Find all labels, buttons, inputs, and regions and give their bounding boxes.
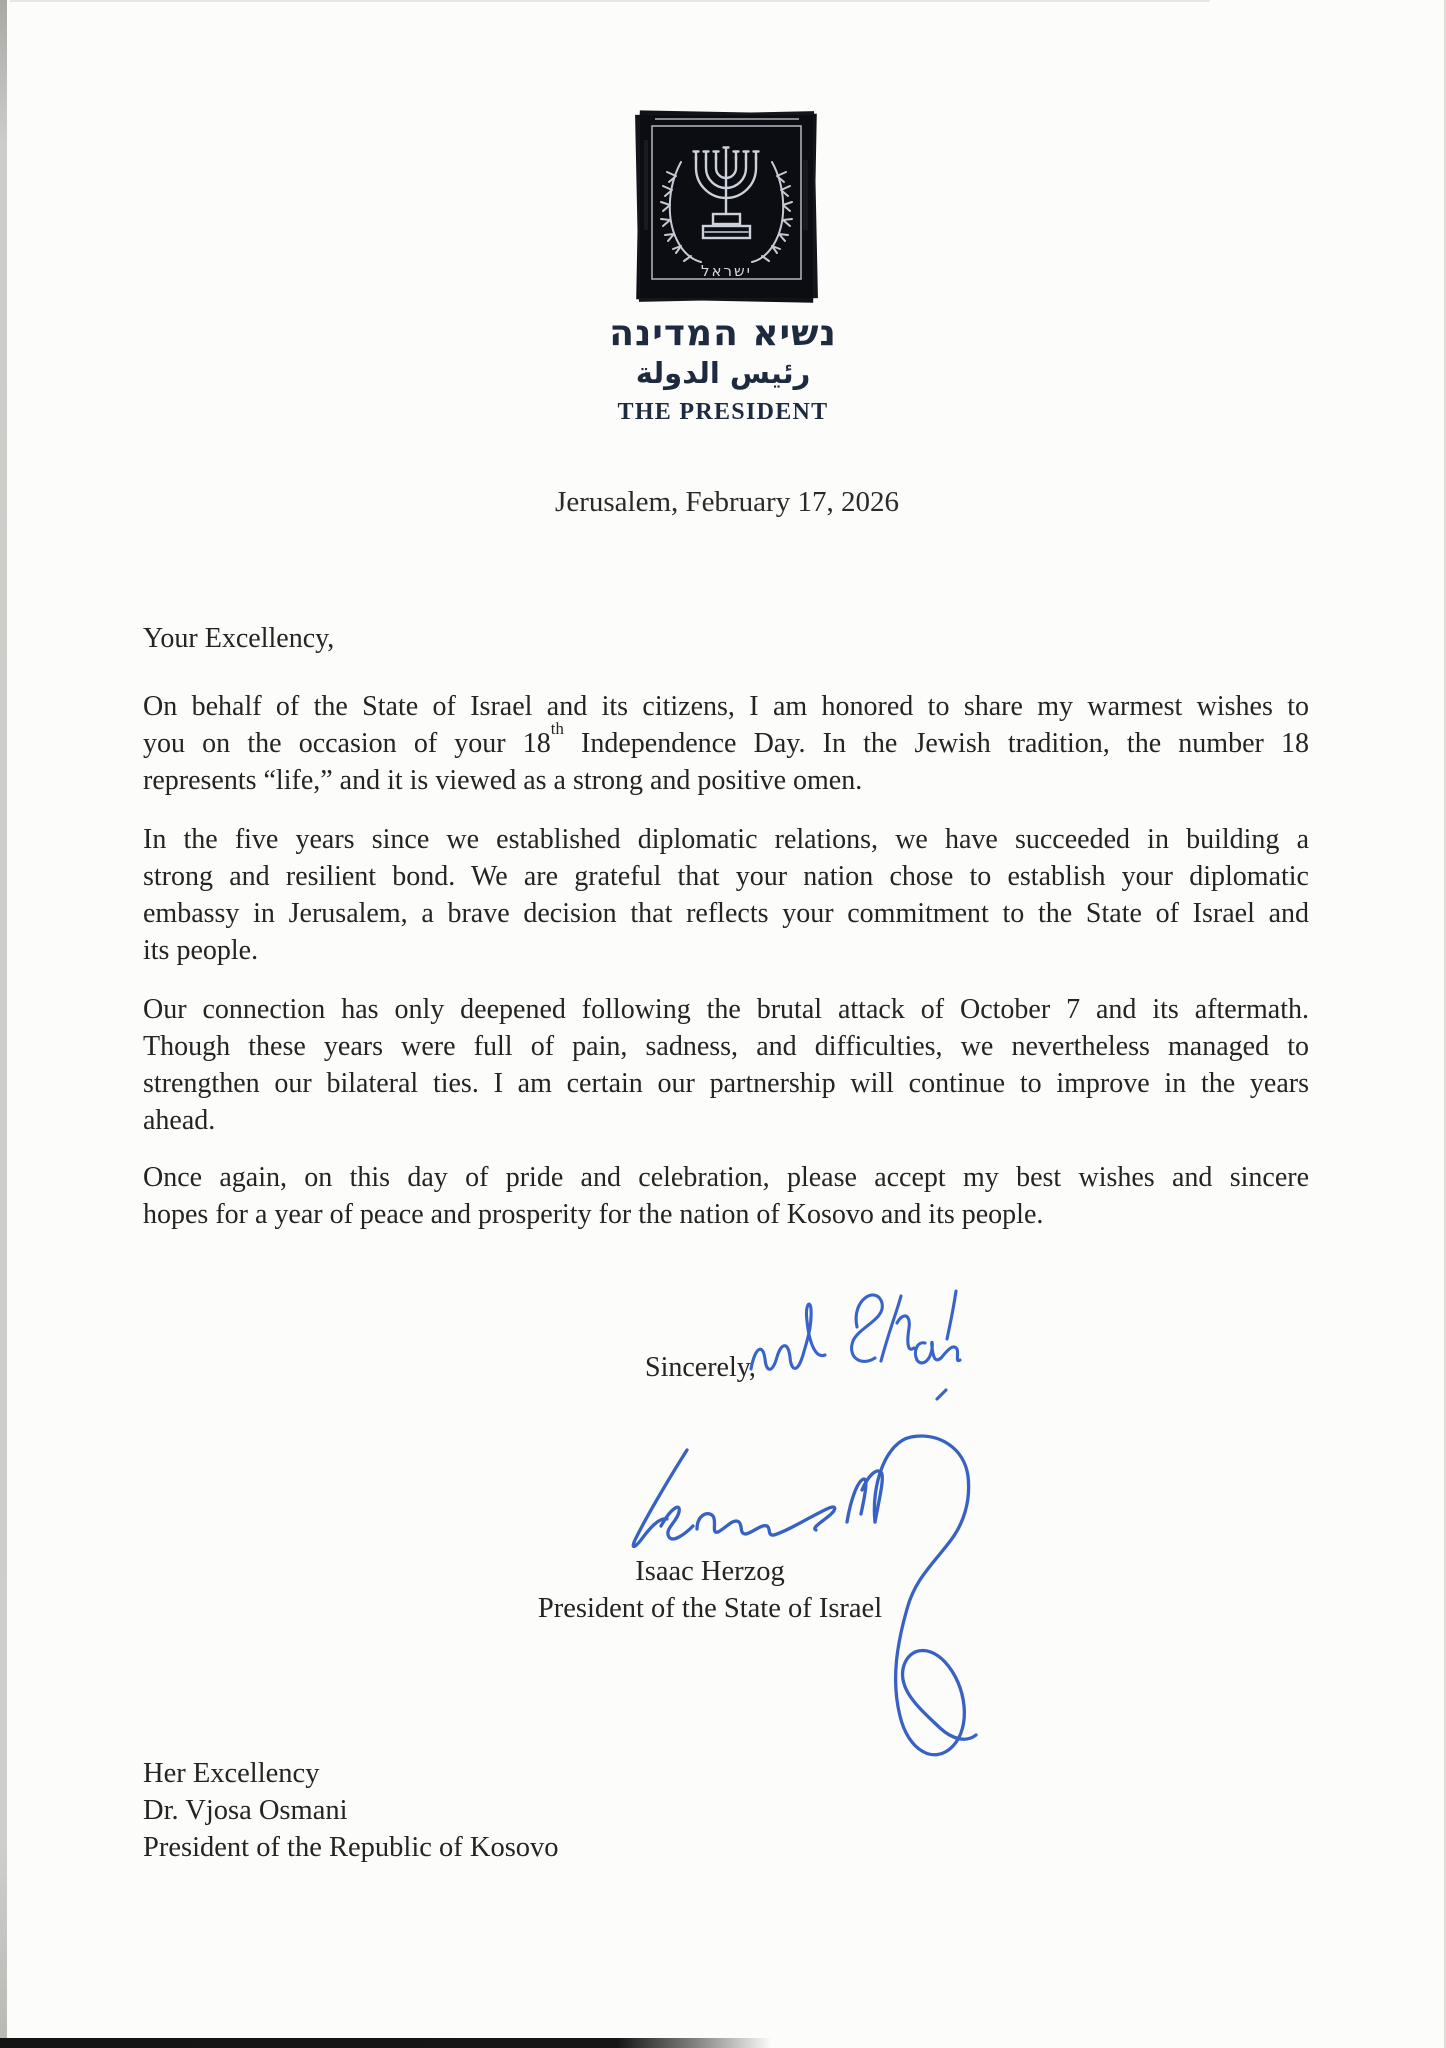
salutation: Your Excellency,	[143, 623, 335, 654]
paragraph-line: Once again, on this day of pride and celebration, please accept my best wishes and sincere	[143, 1162, 1309, 1193]
ordinal-superscript: th	[550, 719, 564, 739]
paragraph-3	[143, 991, 1309, 1139]
paragraph-line: ahead.	[143, 1105, 216, 1136]
line-text-post: Independence Day. In the Jewish tradition, the number 18	[563, 728, 1309, 759]
signature-block	[480, 1553, 940, 1627]
menorah-emblem-icon	[635, 110, 818, 303]
scan-edge-top	[10, 0, 1210, 2]
recipient-name: Dr. Vjosa Osmani	[143, 1795, 348, 1826]
recipient-honorific: Her Excellency	[143, 1758, 320, 1789]
paragraph-line: embassy in Jerusalem, a brave decision that reflects your commitment to the State of Israel and	[143, 898, 1309, 929]
paragraph-line: hopes for a year of peace and prosperity for the nation of Kosovo and its people.	[143, 1199, 1044, 1230]
emblem-hebrew-caption: ישראל	[700, 262, 753, 280]
paragraph-line: strengthen our bilateral ties. I am certain our partnership will continue to improve in the years	[143, 1068, 1309, 1099]
paragraph-line: In the five years since we established diplomatic relations, we have succeeded in building a	[143, 824, 1309, 855]
letterhead-title-arabic: رئيس الدولة	[635, 356, 811, 390]
paragraph-line: On behalf of the State of Israel and its citizens, I am honored to share my warmest wishes to	[143, 691, 1309, 722]
recipient-block	[143, 1755, 559, 1866]
letterhead-title-english: THE PRESIDENT	[617, 399, 829, 425]
paragraph-1	[143, 688, 1309, 799]
signer-name: Isaac Herzog	[635, 1556, 785, 1587]
handwritten-shalom-ink	[745, 1283, 973, 1411]
paragraph-line: its people.	[143, 935, 259, 966]
signer-title: President of the State of Israel	[537, 1593, 883, 1624]
israel-state-emblem-icon	[635, 110, 818, 303]
paragraph-2	[143, 821, 1309, 969]
letterhead-title-hebrew: נשיא המדינה	[609, 312, 837, 354]
line-text-pre: you on the occasion of your 18	[143, 728, 551, 759]
paragraph-line	[143, 719, 1309, 762]
dateline: Jerusalem, February 17, 2026	[555, 486, 899, 518]
paragraph-4	[143, 1159, 1309, 1233]
scan-edge-left	[0, 0, 7, 2048]
paragraph-line: strong and resilient bond. We are grateful that your nation chose to establish your diplomatic	[143, 861, 1309, 892]
recipient-title: President of the Republic of Kosovo	[143, 1832, 559, 1863]
paragraph-line: Our connection has only deepened following the brutal attack of October 7 and its aftermath.	[143, 994, 1309, 1025]
closing-word: Sincerely,	[645, 1352, 756, 1383]
scan-edge-bottom	[0, 2038, 772, 2048]
paragraph-line: represents “life,” and it is viewed as a strong and positive omen.	[143, 765, 863, 796]
paragraph-line: Though these years were full of pain, sadness, and difficulties, we nevertheless managed to	[143, 1031, 1309, 1062]
